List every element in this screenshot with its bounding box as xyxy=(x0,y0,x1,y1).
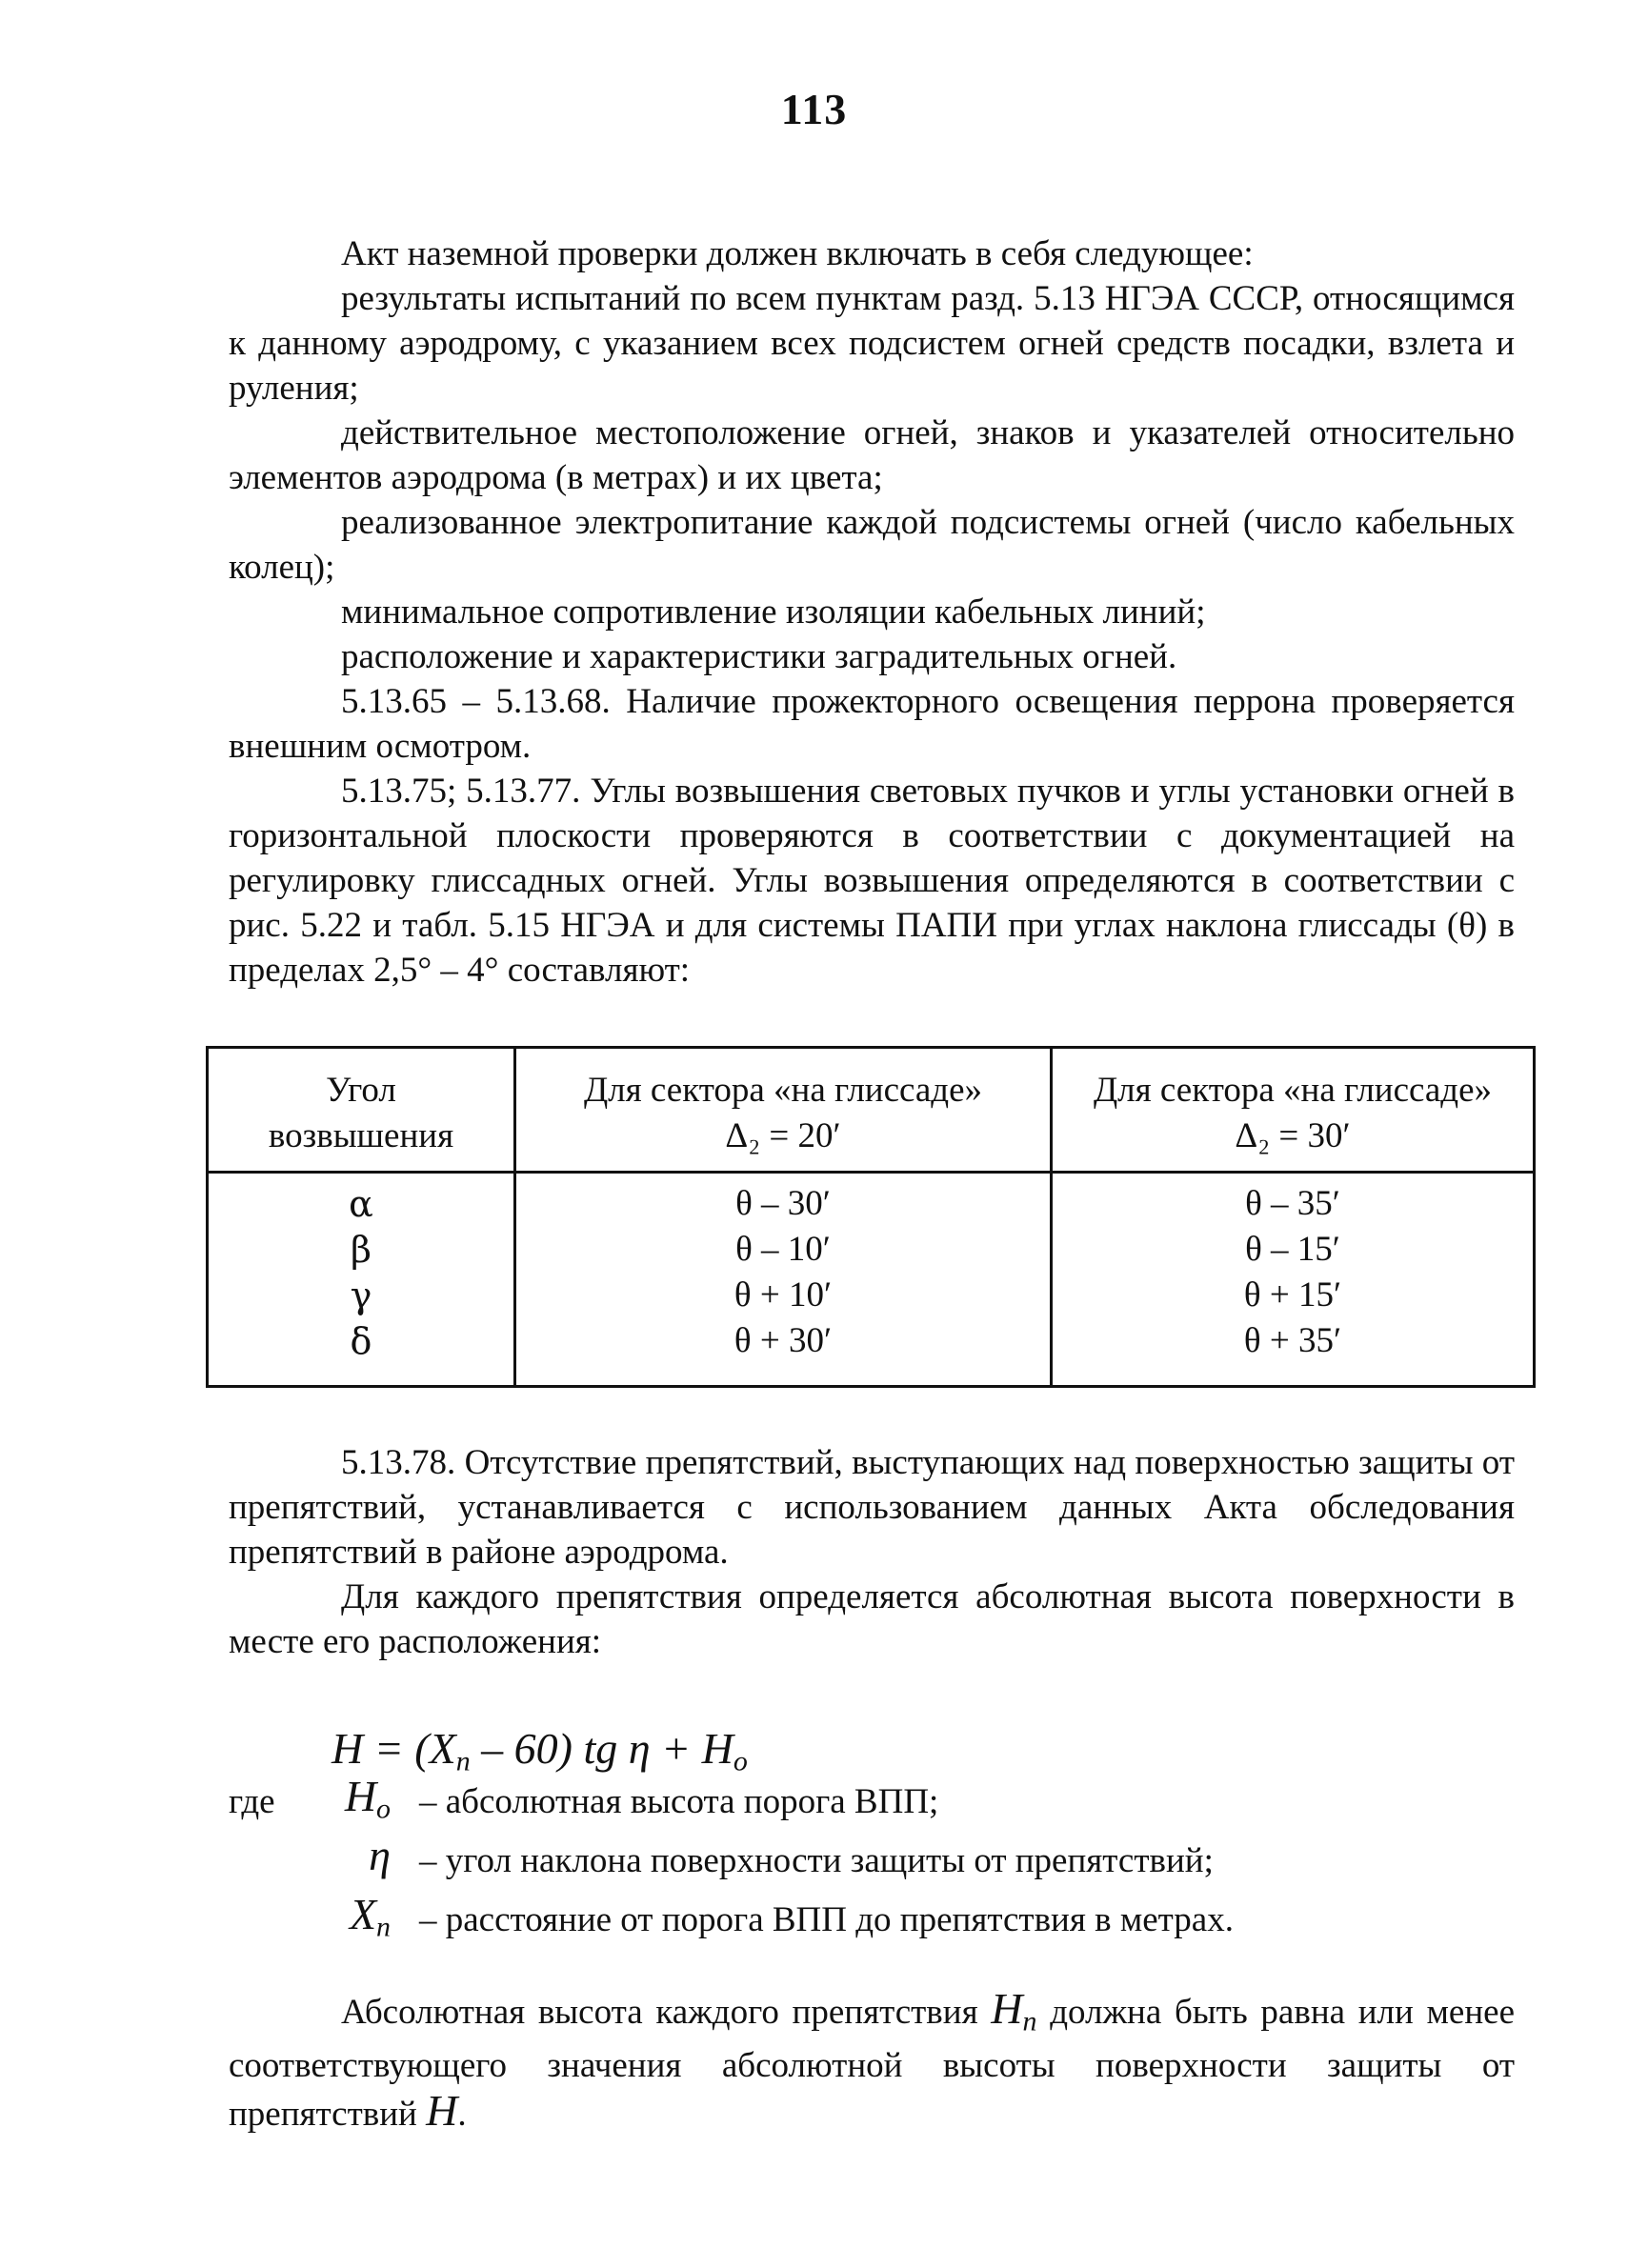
table-row xyxy=(208,1273,1535,1318)
header-sector-20-line2: Δ₂ = 20′ xyxy=(725,1116,841,1155)
final-symbol-h: H xyxy=(426,2086,458,2136)
header-angle-line1: Угол xyxy=(326,1071,396,1110)
final-end: . xyxy=(457,2095,467,2135)
legend-symbol-eta xyxy=(314,1833,391,1877)
formula-part1: H = (X xyxy=(332,1724,456,1773)
paragraph-act-intro: Акт наземной проверки должен включать в себя следующее: xyxy=(341,234,1254,273)
legend-desc-eta: – угол наклона поверхности защиты от препятствий; xyxy=(419,1841,1214,1880)
bottom-text-block xyxy=(229,1440,1515,1664)
row-value-30: θ – 35′ xyxy=(1052,1173,1535,1228)
paragraph-obstacle-lights: расположение и характеристики заградительных огней. xyxy=(341,637,1177,676)
formula-sub-n: n xyxy=(455,1745,471,1777)
paragraph-light-locations: действительное местоположение огней, знаков и указателей относительно элементов аэродрома (в метрах) и их цвета; xyxy=(229,413,1515,497)
final-symbol-hn-letter: H xyxy=(991,1984,1023,2033)
row-value-20: θ – 30′ xyxy=(515,1173,1052,1228)
row-angle: β xyxy=(208,1227,515,1273)
legend-symbol-xn-sub: n xyxy=(376,1911,391,1943)
legend-desc-xn: – расстояние от порога ВПП до препятствия в метрах. xyxy=(419,1900,1234,1939)
legend-symbol-h0-sub: o xyxy=(376,1793,391,1825)
table-header-row xyxy=(208,1048,1535,1173)
header-sector-30 xyxy=(1052,1048,1535,1173)
final-text-block xyxy=(229,1986,1515,2137)
table-row xyxy=(208,1318,1535,1387)
paragraph-power-supply: реализованное электропитание каждой подсистемы огней (число кабельных колец); xyxy=(229,503,1515,587)
final-symbol-hn xyxy=(991,1984,1037,2037)
row-value-20: θ + 10′ xyxy=(515,1273,1052,1318)
header-sector-20-line1: Для сектора «на глиссаде» xyxy=(583,1071,983,1110)
paragraph-apron-lighting: 5.13.65 – 5.13.68. Наличие прожекторного освещения перрона проверяется внешним осмотром. xyxy=(229,682,1515,766)
formula-part2: – 60) tg η + H xyxy=(470,1724,734,1773)
legend-symbol-xn xyxy=(314,1892,391,1949)
legend-symbol-eta-letter: η xyxy=(369,1831,391,1879)
paragraph-height-requirement xyxy=(229,1986,1515,2137)
header-sector-20 xyxy=(515,1048,1052,1173)
final-symbol-hn-sub: n xyxy=(1022,2005,1037,2037)
header-angle-line2: возвышения xyxy=(268,1116,454,1155)
row-value-20: θ + 30′ xyxy=(515,1318,1052,1387)
row-value-30: θ + 15′ xyxy=(1052,1273,1535,1318)
row-value-20: θ – 10′ xyxy=(515,1227,1052,1273)
legend-symbol-h0 xyxy=(314,1774,391,1831)
header-sector-30-line2: Δ₂ = 30′ xyxy=(1235,1116,1351,1155)
row-angle: α xyxy=(208,1173,515,1228)
header-sector-30-line1: Для сектора «на глиссаде» xyxy=(1093,1071,1493,1110)
row-value-30: θ – 15′ xyxy=(1052,1227,1535,1273)
legend-prefix: где xyxy=(229,1782,275,1821)
legend-desc-h0: – абсолютная высота порога ВПП; xyxy=(419,1782,939,1821)
paragraph-absolute-height: Для каждого препятствия определяется абсолютная высота поверхности в месте его расположения: xyxy=(229,1577,1515,1661)
elevation-angles-table xyxy=(206,1046,1536,1388)
header-angle xyxy=(208,1048,515,1173)
paragraph-elevation-angles: 5.13.75; 5.13.77. Углы возвышения световых пучков и углы установки огней в горизонтальной плоскости проверяются в соответствии с документацией на регулировку глиссадных огней. Углы возвышения определяются в соответствии с рис. 5.22 и табл. 5.15 НГЭА и для системы ПАПИ при углах наклона глиссады (θ) в пределах 2,5° – 4° составляют: xyxy=(229,772,1515,990)
legend-symbol-xn-letter: X xyxy=(349,1890,377,1938)
final-part2: должна быть равна или менее соответствующего значения абсолютной высоты поверхности защиты от препятствий xyxy=(229,1993,1515,2135)
table-row xyxy=(208,1173,1535,1228)
row-value-30: θ + 35′ xyxy=(1052,1318,1535,1387)
row-angle: γ xyxy=(208,1273,515,1318)
legend-symbol-h0-letter: H xyxy=(344,1772,377,1820)
final-part1: Абсолютная высота каждого препятствия xyxy=(341,1993,992,2032)
row-angle: δ xyxy=(208,1318,515,1387)
table-row xyxy=(208,1227,1535,1273)
paragraph-obstacles: 5.13.78. Отсутствие препятствий, выступающих над поверхностью защиты от препятствий, устанавливается с использованием данных Акта обследования препятствий в районе аэродрома. xyxy=(229,1443,1515,1572)
page-number: 113 xyxy=(780,85,848,133)
top-text-block xyxy=(229,231,1515,993)
formula-sub-o: o xyxy=(733,1745,748,1777)
paragraph-insulation: минимальное сопротивление изоляции кабельных линий; xyxy=(341,592,1206,632)
paragraph-test-results: результаты испытаний по всем пунктам разд. 5.13 НГЭА СССР, относящимся к данному аэродрому, с указанием всех подсистем огней средств посадки, взлета и руления; xyxy=(229,279,1515,408)
